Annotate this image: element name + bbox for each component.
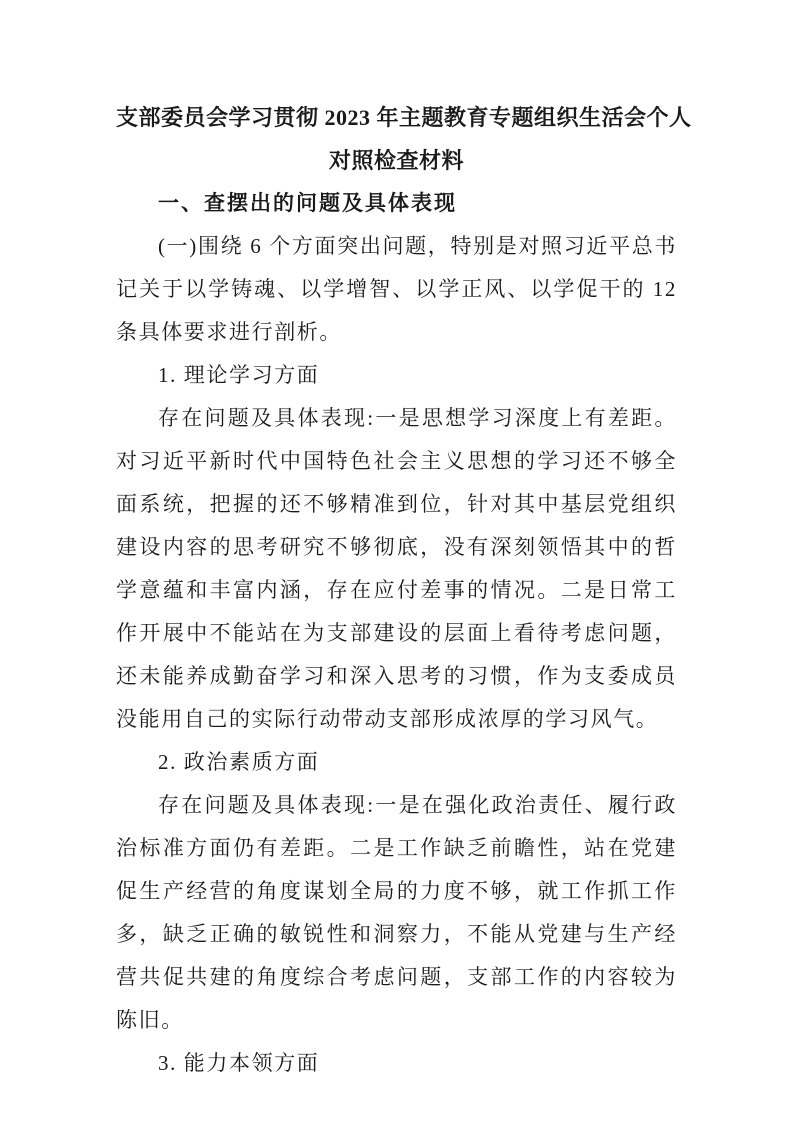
sub-heading: 3. 能力本领方面 [158, 1051, 320, 1075]
paragraph: 存在问题及具体表现:一是在强化政治责任、履行政治标准方面仍有差距。二是工作缺乏前瞻性，站在党建促生产经营的角度谋划全局的力度不够，就工作抓工作多，缺乏正确的敏锐性和洞察力，不能从党建与生产经营共促共建的角度综合考虑问题，支部工作的内容较为陈旧。 [116, 793, 677, 1032]
sub-heading: 2. 政治素质方面 [158, 750, 320, 774]
section-heading: 一、查摆出的问题及具体表现 [158, 191, 457, 215]
paragraph: 存在问题及具体表现:一是思想学习深度上有差距。对习近平新时代中国特色社会主义思想的学习还不够全面系统，把握的还不够精准到位，针对其中基层党组织建设内容的思考研究不够彻底，没有深刻领悟其中的哲学意蕴和丰富内涵，存在应付差事的情况。二是日常工作开展中不能站在为支部建设的层面上看待考虑问题，还未能养成勤奋学习和深入思考的习惯，作为支委成员没能用自己的实际行动带动支部形成浓厚的学习风气。 [116, 406, 677, 731]
document-title [116, 96, 692, 182]
document-body [116, 182, 677, 1085]
document-title-line-1: 支部委员会学习贯彻 2023 年主题教育专题组织生活会个人 [116, 105, 692, 130]
sub-heading: 1. 理论学习方面 [158, 363, 320, 387]
paragraph: (一)围绕 6 个方面突出问题，特别是对照习近平总书记关于以学铸魂、以学增智、以学正风、以学促干的 12 条具体要求进行剖析。 [116, 234, 677, 344]
document-title-line-2: 对照检查材料 [328, 148, 464, 173]
